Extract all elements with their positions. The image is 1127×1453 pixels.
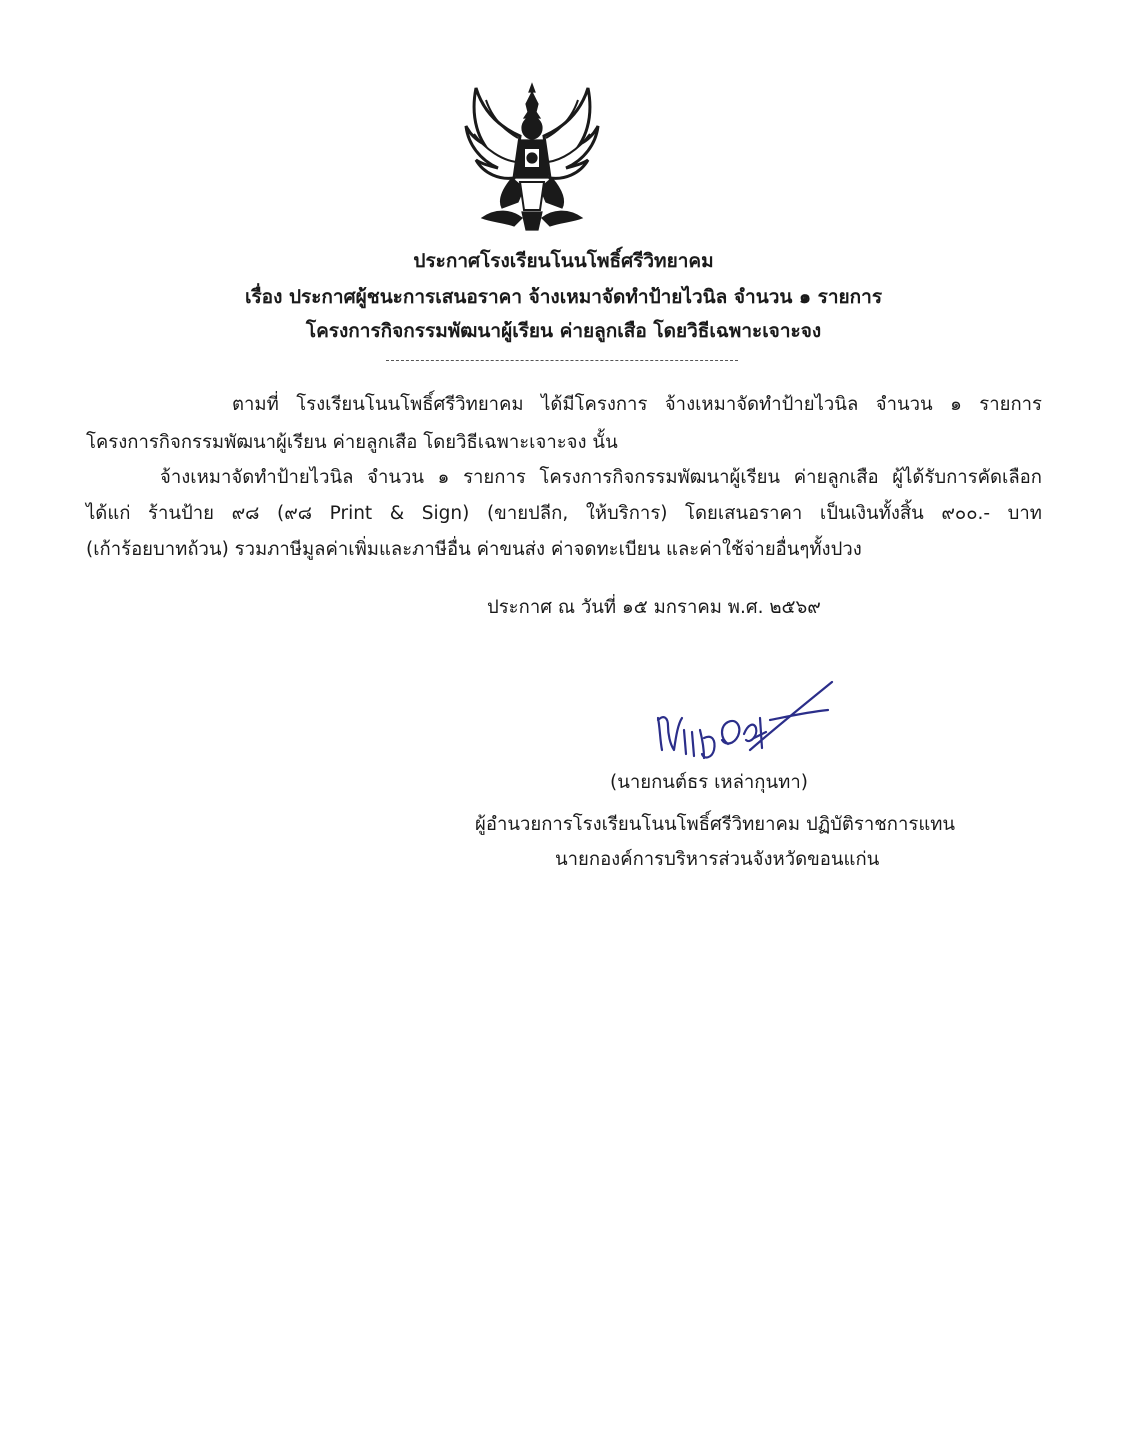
- announcement-title: ประกาศโรงเรียนโนนโพธิ์ศรีวิทยาคม: [413, 250, 714, 272]
- body-paragraph-2-line-3: (เก้าร้อยบาทถ้วน) รวมภาษีมูลค่าเพิ่มและภาษีอื่น ค่าขนส่ง ค่าจดทะเบียน และค่าใช้จ่ายอื่นๆทั้งปวง: [86, 539, 862, 560]
- signatory-title-2: นายกองค์การบริหารส่วนจังหวัดขอนแก่น: [555, 849, 880, 870]
- announcement-subject: เรื่อง ประกาศผู้ชนะการเสนอราคา จ้างเหมาจัดทำป้ายไวนิล จำนวน ๑ รายการ: [244, 286, 883, 308]
- body-paragraph-2-line-2: ได้แก่ ร้านป้าย ๙๘ (๙๘ Print & Sign) (ขายปลีก, ให้บริการ) โดยเสนอราคา เป็นเงินทั้งสิ้น ๙๐๐.- บาท: [86, 503, 1042, 524]
- garuda-emblem-icon: [462, 78, 602, 236]
- signatory-name: (นายกนต์ธร เหล่ากุนทา): [610, 772, 808, 793]
- body-paragraph-1-line-1: ตามที่ โรงเรียนโนนโพธิ์ศรีวิทยาคม ได้มีโครงการ จ้างเหมาจัดทำป้ายไวนิล จำนวน ๑ รายการ: [232, 394, 1042, 415]
- signatory-title-1: ผู้อำนวยการโรงเรียนโนนโพธิ์ศรีวิทยาคม ปฏิบัติราชการแทน: [475, 814, 956, 835]
- header-divider: [386, 360, 738, 361]
- body-paragraph-1-line-2: โครงการกิจกรรมพัฒนาผู้เรียน ค่ายลูกเสือ โดยวิธีเฉพาะเจาะจง นั้น: [86, 432, 618, 453]
- announcement-date: ประกาศ ณ วันที่ ๑๕ มกราคม พ.ศ. ๒๕๖๙: [487, 597, 821, 618]
- announcement-project: โครงการกิจกรรมพัฒนาผู้เรียน ค่ายลูกเสือ โดยวิธีเฉพาะเจาะจง: [305, 320, 822, 342]
- handwritten-signature-icon: [650, 668, 840, 768]
- body-paragraph-2-line-1: จ้างเหมาจัดทำป้ายไวนิล จำนวน ๑ รายการ โครงการกิจกรรมพัฒนาผู้เรียน ค่ายลูกเสือ ผู้ได้รับการคัดเลือก: [160, 467, 1042, 488]
